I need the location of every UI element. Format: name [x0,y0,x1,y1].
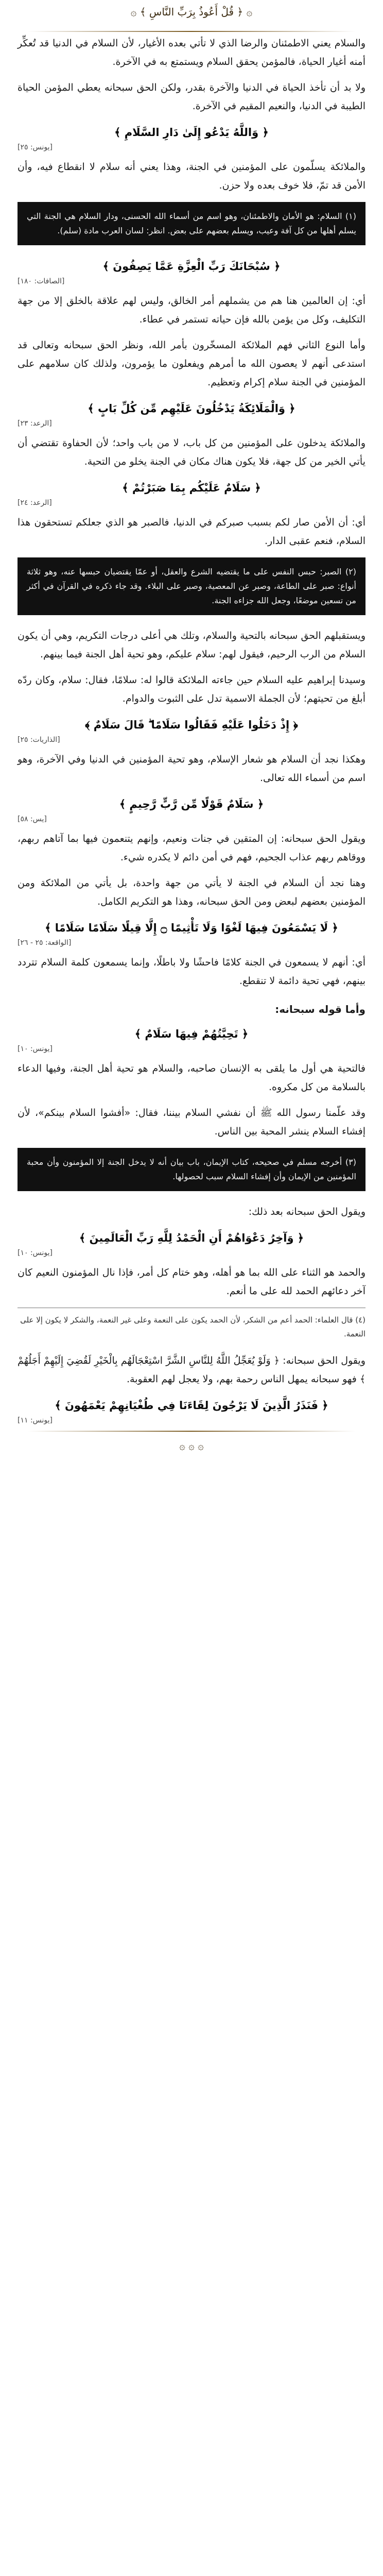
quran-verse: ﴿ إِذْ دَخَلُوا عَلَيْهِ فَقَالُوا سَلَامًا ۖ قَالَ سَلَامٌ ﴾ [85,719,298,731]
quran-verse: ﴿ سَلَامٌ قَوْلًا مِّن رَّبٍّ رَّحِيمٍ ﴾ [119,798,264,810]
footnote-box: (٣) أخرجه مسلم في صحيحه، كتاب الإيمان، باب بيان أنه لا يدخل الجنة إلا المؤمنون وأن محبة المؤمنين من الإيمان وأن إفشاء السلام سبب لحصولها. [18,1148,365,1191]
paragraph: وقد علّمنا رسول الله ﷺ أن نفشي السلام بيننا، فقال: «أفشوا السلام بينكم»، لأن إفشاء السلام ينشر المحبة بين الناس. [18,1107,365,1137]
verse-reference: [يونس: ٢٥] [18,143,53,151]
paragraph: فالتحية هي أول ما يلقى به الإنسان صاحبه، والسلام هو تحية أهل الجنة، وفيها الدعاء بالسلامة من كل مكروه. [18,1063,365,1093]
paragraph: وهكذا نجد أن السلام هو شعار الإسلام، وهو تحية المؤمنين في الدنيا وفي الآخرة، وهو اسم من أسماء الله تعالى. [18,754,365,784]
footnote: (٤) قال العلماء: الحمد أعم من الشكر، لأن الحمد يكون على النعمة وعلى غير النعمة، والشكر لا يكون إلا على النعمة. [18,1308,365,1341]
paragraph: وهنا نجد أن السلام في الجنة لا يأتي من جهة واحدة، بل يأتي من الملائكة ومن المؤمنين بعضهم لبعض ومن الحق سبحانه، وهذا هو التكريم الكامل. [18,877,365,907]
paragraph: أي: إن العالمين هنا هم من يشملهم أمر الخالق، وليس لهم علاقة بالخلق إلا من جهة التكليف، وكل من يؤمن بالله فإن حياته تستمر في عطاء. [18,295,365,325]
footnote-box: (٢) الصبر: حبس النفس على ما يقتضيه الشرع والعقل، أو عمّا يقتضيان حبسها عنه، وهو ثلاثة أنواع: صبر على الطاعة، وصبر عن المعصية، وصبر على البلاء. وقد جاء ذكره في القرآن في أكثر من تسعين موضعًا، وجعل الله جزاءه الجنة. [18,557,365,615]
verse-reference: [الرعد: ٢٣] [18,419,52,428]
paragraph: أي: أن الأمن صار لكم بسبب صبركم في الدنيا، فالصبر هو الذي جعلكم تستحقون هذا السلام، فنعم عقبى الدار. [18,517,365,547]
ornament-footer: ۞ ۞ ۞ [179,1439,204,1452]
paragraph: أي: أنهم لا يسمعون في الجنة كلامًا فاحشًا ولا باطلًا، وإنما يسمعون كلمة السلام تتردد بينهم، فهي تحية دائمة لا تنقطع. [18,957,365,987]
quran-verse: ﴿ فَنَذَرُ الَّذِينَ لَا يَرْجُونَ لِقَاءَنَا فِي طُغْيَانِهِمْ يَعْمَهُونَ ﴾ [55,1399,328,1412]
verse-reference: [يونس: ١١] [18,1416,53,1425]
paragraph: ويستقبلهم الحق سبحانه بالتحية والسلام، وتلك هي أعلى درجات التكريم، وهي أن يكون السلام من الرب الرحيم، فيقول لهم: سلام عليكم، وهو تحية أهل الجنة فيما بينهم. [18,630,365,660]
verse-reference: [يونس: ١٠] [18,1249,53,1257]
verse-reference: [الصافات: ١٨٠] [18,277,65,285]
verse-reference: [الذاريات: ٢٥] [18,736,60,744]
paragraph: والملائكة يسلّمون على المؤمنين في الجنة، وهذا يعني أنه سلام لا انقطاع فيه، وأن الأمن قد تمّ، فلا خوف بعده ولا حزن. [18,161,365,191]
verse-reference: [الرعد: ٢٤] [18,499,52,507]
quran-verse: ﴿ سُبْحَانَكَ رَبِّ الْعِزَّةِ عَمَّا يَصِفُونَ ﴾ [102,260,281,273]
paragraph: والسلام يعني الاطمئنان والرضا الذي لا تأتي بعده الأغيار، لأن السلام في الدنيا قد تُعكِّر أمنه أغيار الحياة، فالمؤمن يحقق السلام ويستمتع به في الآخرة. [18,38,365,67]
verse-reference: [يس: ٥٨] [18,815,47,823]
quran-verse: ﴿ وَاللَّهُ يَدْعُو إِلَىٰ دَارِ السَّلَامِ ﴾ [114,126,269,139]
paragraph: وأما النوع الثاني فهم الملائكة المسخّرون بأمر الله، ونظر الحق سبحانه وتعالى قد استدعى أنهم لا يعصون الله ما أمرهم ويفعلون ما يؤمرون، ولذلك كان سلامهم على المؤمنين في الجنة سلام إكرام وتعظيم. [18,340,365,388]
paragraph: والملائكة يدخلون على المؤمنين من كل باب، لا من باب واحد؛ لأن الحفاوة تقتضي أن يأتي الخير من كل جهة، فلا يكون هناك مكان في الجنة يخلو من التحية. [18,437,365,467]
paragraph: ولا بد أن تأخذ الحياة في الدنيا والآخرة بقدر، ولكن الحق سبحانه يعطي المؤمن الحياة الطيبة في الدنيا، والنعيم المقيم في الآخرة. [18,82,365,112]
paragraph: ويقول الحق سبحانه بعد ذلك: [248,1206,365,1217]
footnote-box: (١) السلام: هو الأمان والاطمئنان، وهو اسم من أسماء الله الحسنى، ودار السلام هي الجنة التي يسلم أهلها من كل آفة وعيب، ويسلم بعضهم على بعض. انظر: لسان العرب مادة (سلم). [18,202,365,245]
paragraph: وسيدنا إبراهيم عليه السلام حين جاءته الملائكة قالوا له: سلامًا، فقال: سلام، وكان ردّه أبلغ من تحيتهم؛ لأن الجملة الاسمية تدل على الثبوت والدوام. [18,674,365,704]
quran-verse: ﴿ سَلَامٌ عَلَيْكُم بِمَا صَبَرْتُمْ ﴾ [122,482,261,494]
quran-verse: ﴿ وَالْمَلَائِكَةُ يَدْخُلُونَ عَلَيْهِم مِّن كُلِّ بَابٍ ﴾ [88,402,295,415]
paragraph: والحمد هو الثناء على الله بما هو أهله، وهو ختام كل أمر، فإذا نال المؤمنون النعيم كان آخر دعائهم الحمد لله على ما أنعم. [18,1267,365,1297]
paragraph: ويقول الحق سبحانه: إن المتقين في جنات ونعيم، وإنهم يتنعمون فيها بما آتاهم ربهم، ووقاهم ربهم عذاب الجحيم، فهم في أمن دائم لا يكدره شيء. [18,833,365,863]
quran-verse: ﴿ لَا يَسْمَعُونَ فِيهَا لَغْوًا وَلَا تَأْثِيمًا ۝ إِلَّا قِيلًا سَلَامًا سَلَامًا ﴾ [45,922,338,934]
quran-verse: ﴿ تَحِيَّتُهُمْ فِيهَا سَلَامٌ ﴾ [134,1028,249,1040]
verse-reference: [الواقعة: ٢٥ - ٢٦] [18,939,72,947]
subheading: وأما قوله سبحانه: [275,1003,365,1015]
quran-verse: ﴿ وَآخِرُ دَعْوَاهُمْ أَنِ الْحَمْدُ لِلَّهِ رَبِّ الْعَالَمِينَ ﴾ [79,1232,304,1244]
ornament-divider-bottom [28,1431,355,1432]
document-body [18,34,365,1425]
verse-reference: [يونس: ١٠] [18,1045,53,1053]
paragraph: ويقول الحق سبحانه: ﴿ وَلَوْ يُعَجِّلُ اللَّهُ لِلنَّاسِ الشَّرَّ اسْتِعْجَالَهُم بِالْخَيْرِ لَقُضِيَ إِلَيْهِمْ أَجَلُهُمْ ﴾ فهو سبحانه يمهل الناس رحمة بهم، ولا يعجل لهم العقوبة. [18,1355,365,1385]
ornament-divider-top [28,31,355,32]
ornament-header: ۞ ﴿ قُلْ أَعُوذُ بِرَبِّ النَّاسِ ﴾ ۞ [130,6,253,18]
